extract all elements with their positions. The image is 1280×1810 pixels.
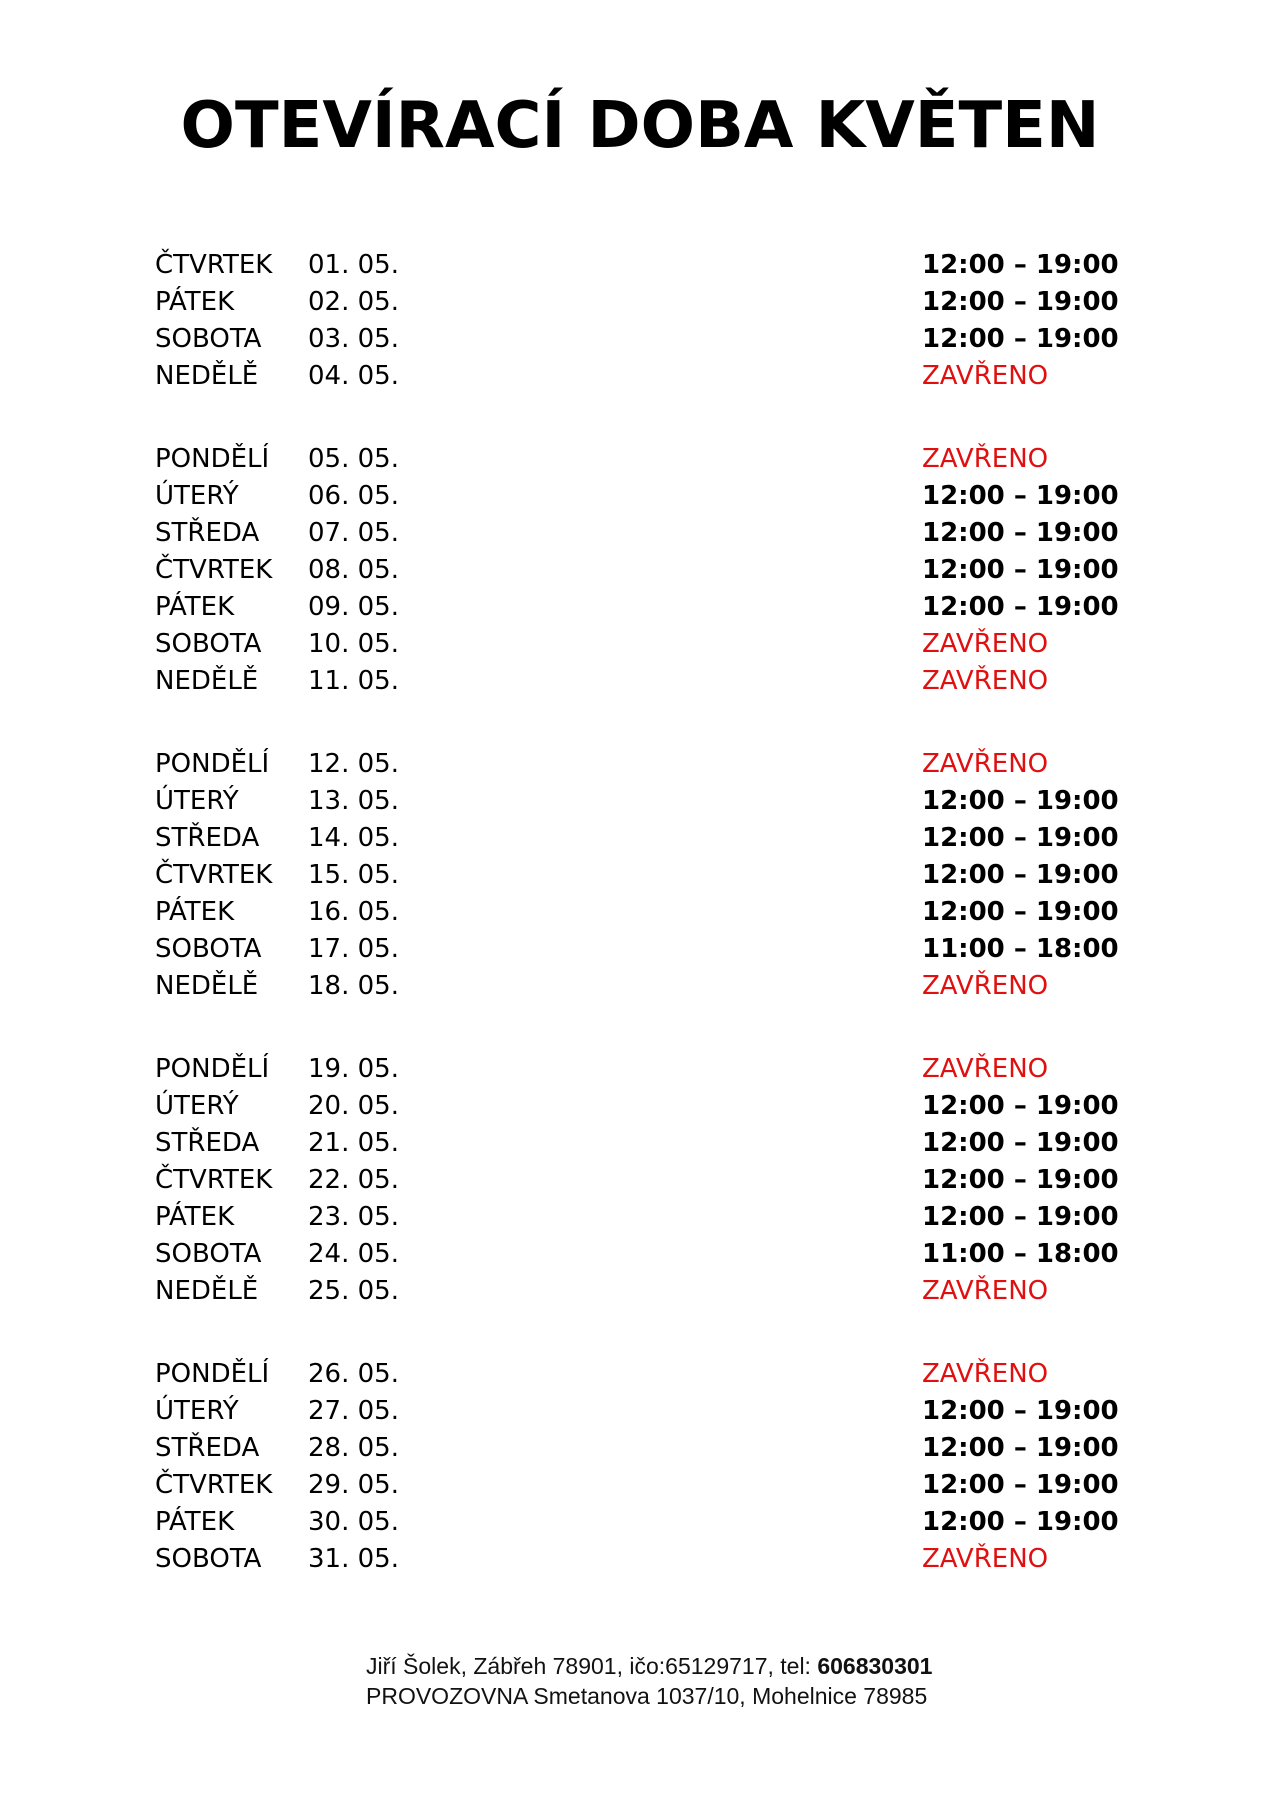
footer-address-line: PROVOZOVNA Smetanova 1037/10, Mohelnice 78985 [366,1683,928,1709]
opening-hours: 11:00 – 18:00 [922,934,1119,964]
day-date: 30. 05. [308,1507,399,1537]
day-name: ÚTERÝ [155,1091,239,1121]
opening-hours: 12:00 – 19:00 [922,592,1119,622]
day-name: SOBOTA [155,1239,262,1269]
schedule-row [0,441,1280,478]
opening-hours: 12:00 – 19:00 [922,1091,1119,1121]
day-name: SOBOTA [155,934,262,964]
day-date: 23. 05. [308,1202,399,1232]
day-name: PONDĚLÍ [155,1054,270,1084]
closed-label: ZAVŘENO [922,749,1049,779]
closed-label: ZAVŘENO [922,444,1049,474]
day-name: ČTVRTEK [155,1165,273,1195]
schedule-row [0,478,1280,515]
footer-owner-text: Jiří Šolek, Zábřeh 78901, ičo:65129717, tel: [366,1653,818,1679]
closed-label: ZAVŘENO [922,971,1049,1001]
day-date: 29. 05. [308,1470,399,1500]
day-name: ČTVRTEK [155,860,273,890]
schedule-row [0,1236,1280,1273]
day-name: PONDĚLÍ [155,749,270,779]
schedule-row [0,663,1280,700]
day-name: NEDĚLĚ [155,666,259,696]
day-date: 04. 05. [308,361,399,391]
day-date: 31. 05. [308,1544,399,1574]
day-date: 06. 05. [308,481,399,511]
schedule-row [0,1199,1280,1236]
opening-hours: 12:00 – 19:00 [922,1433,1119,1463]
day-date: 16. 05. [308,897,399,927]
day-name: PÁTEK [155,897,235,927]
opening-hours: 12:00 – 19:00 [922,1202,1119,1232]
opening-hours: 12:00 – 19:00 [922,823,1119,853]
day-date: 27. 05. [308,1396,399,1426]
schedule-row [0,552,1280,589]
schedule-row [0,1467,1280,1504]
closed-label: ZAVŘENO [922,1276,1049,1306]
day-date: 08. 05. [308,555,399,585]
day-name: PONDĚLÍ [155,1359,270,1389]
opening-hours: 12:00 – 19:00 [922,1128,1119,1158]
day-date: 19. 05. [308,1054,399,1084]
schedule-row [0,857,1280,894]
schedule-row [0,1125,1280,1162]
day-date: 18. 05. [308,971,399,1001]
closed-label: ZAVŘENO [922,629,1049,659]
day-date: 21. 05. [308,1128,399,1158]
day-name: NEDĚLĚ [155,361,259,391]
day-date: 25. 05. [308,1276,399,1306]
day-name: STŘEDA [155,518,260,548]
day-name: SOBOTA [155,1544,262,1574]
day-date: 09. 05. [308,592,399,622]
closed-label: ZAVŘENO [922,666,1049,696]
schedule-row [0,1356,1280,1393]
schedule-row [0,589,1280,626]
day-name: PÁTEK [155,1202,235,1232]
schedule-row [0,284,1280,321]
day-date: 15. 05. [308,860,399,890]
opening-hours: 12:00 – 19:00 [922,324,1119,354]
schedule-row [0,626,1280,663]
day-date: 24. 05. [308,1239,399,1269]
schedule-row [0,746,1280,783]
day-date: 13. 05. [308,786,399,816]
day-date: 22. 05. [308,1165,399,1195]
day-date: 17. 05. [308,934,399,964]
opening-hours: 12:00 – 19:00 [922,1165,1119,1195]
day-name: PONDĚLÍ [155,444,270,474]
schedule-row [0,783,1280,820]
day-name: STŘEDA [155,1128,260,1158]
day-name: STŘEDA [155,823,260,853]
opening-hours: 12:00 – 19:00 [922,250,1119,280]
day-date: 28. 05. [308,1433,399,1463]
schedule-row [0,1430,1280,1467]
day-name: PÁTEK [155,592,235,622]
day-name: ČTVRTEK [155,555,273,585]
closed-label: ZAVŘENO [922,1054,1049,1084]
day-name: ÚTERÝ [155,481,239,511]
footer-owner-line [366,1651,1066,1681]
opening-hours: 12:00 – 19:00 [922,860,1119,890]
schedule-row [0,515,1280,552]
schedule-row [0,1541,1280,1578]
schedule-row [0,1088,1280,1125]
schedule-row [0,358,1280,395]
schedule-row [0,1162,1280,1199]
opening-hours: 12:00 – 19:00 [922,555,1119,585]
opening-hours: 12:00 – 19:00 [922,518,1119,548]
schedule-row [0,1393,1280,1430]
opening-hours: 12:00 – 19:00 [922,287,1119,317]
schedule-row [0,1051,1280,1088]
opening-hours: 12:00 – 19:00 [922,897,1119,927]
closed-label: ZAVŘENO [922,1544,1049,1574]
day-date: 05. 05. [308,444,399,474]
day-name: NEDĚLĚ [155,1276,259,1306]
schedule-row [0,894,1280,931]
schedule-row [0,931,1280,968]
day-name: ČTVRTEK [155,1470,273,1500]
schedule-row [0,1504,1280,1541]
opening-hours: 12:00 – 19:00 [922,786,1119,816]
schedule-row [0,247,1280,284]
day-name: SOBOTA [155,324,262,354]
day-name: SOBOTA [155,629,262,659]
opening-hours: 12:00 – 19:00 [922,1470,1119,1500]
day-date: 20. 05. [308,1091,399,1121]
day-date: 01. 05. [308,250,399,280]
day-date: 02. 05. [308,287,399,317]
day-name: STŘEDA [155,1433,260,1463]
closed-label: ZAVŘENO [922,1359,1049,1389]
closed-label: ZAVŘENO [922,361,1049,391]
day-name: ÚTERÝ [155,786,239,816]
day-name: ČTVRTEK [155,250,273,280]
page-title: OTEVÍRACÍ DOBA KVĚTEN [180,89,1100,163]
day-name: ÚTERÝ [155,1396,239,1426]
opening-hours: 11:00 – 18:00 [922,1239,1119,1269]
day-date: 14. 05. [308,823,399,853]
day-date: 07. 05. [308,518,399,548]
opening-hours: 12:00 – 19:00 [922,1396,1119,1426]
day-date: 10. 05. [308,629,399,659]
opening-hours: 12:00 – 19:00 [922,481,1119,511]
schedule-row [0,1273,1280,1310]
footer-phone: 606830301 [817,1653,933,1679]
day-name: NEDĚLĚ [155,971,259,1001]
day-date: 03. 05. [308,324,399,354]
day-name: PÁTEK [155,1507,235,1537]
day-name: PÁTEK [155,287,235,317]
opening-hours: 12:00 – 19:00 [922,1507,1119,1537]
schedule-row [0,321,1280,358]
day-date: 12. 05. [308,749,399,779]
schedule-row [0,968,1280,1005]
schedule-row [0,820,1280,857]
day-date: 26. 05. [308,1359,399,1389]
day-date: 11. 05. [308,666,399,696]
